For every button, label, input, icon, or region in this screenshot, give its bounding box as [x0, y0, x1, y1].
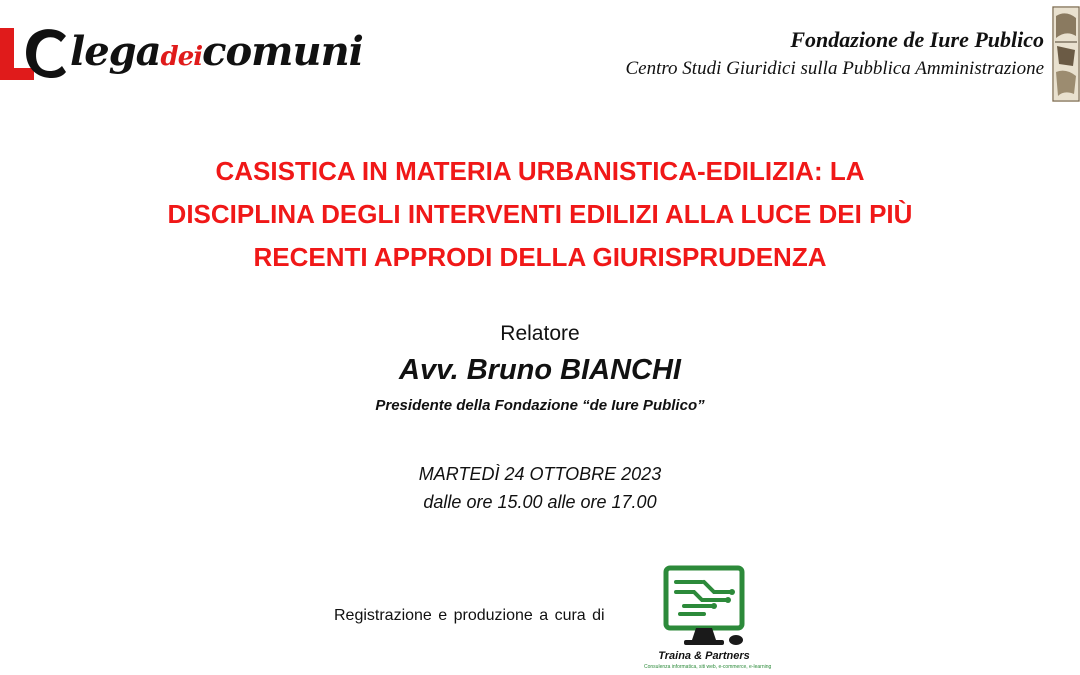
speaker-name: Avv. Bruno BIANCHI [399, 354, 681, 386]
event-title-line-1: CASISTICA IN MATERIA URBANISTICA-EDILIZIA: LA [215, 156, 865, 186]
partner-name: Traina & Partners [658, 650, 750, 662]
lega-dei-comuni-logo [0, 18, 363, 90]
event-date: MARTEDÌ 24 OTTOBRE 2023 [418, 464, 662, 484]
computer-circuit-icon [644, 562, 764, 650]
speaker-label: Relatore [500, 322, 580, 345]
event-time: dalle ore 15.00 alle ore 17.00 [423, 492, 657, 512]
event-title-line-3: RECENTI APPRODI DELLA GIURISPRUDENZA [253, 242, 827, 272]
engraving-icon [1052, 6, 1080, 102]
partner-tagline: Consulenza informatica, siti web, e-commerce, e-learning [644, 664, 772, 670]
foundation-subtitle: Centro Studi Giuridici sulla Pubblica Amministrazione [625, 58, 1044, 79]
lc-monogram-icon [0, 24, 68, 84]
speaker-role: Presidente della Fondazione “de Iure Publico” [375, 397, 705, 414]
foundation-header [625, 26, 1044, 84]
foundation-title: Fondazione de Iure Publico [790, 27, 1044, 52]
event-title-line-2: DISCIPLINA DEGLI INTERVENTI EDILIZI ALLA LUCE DEI PIÙ [167, 199, 913, 229]
lega-dei-comuni-wordmark [70, 28, 363, 75]
wordmark-comuni: comuni [202, 28, 363, 75]
partner-logo [644, 562, 772, 672]
wordmark-dei: dei [160, 42, 203, 72]
production-credit: Registrazione e produzione a cura di [334, 607, 605, 624]
event-title [90, 150, 990, 279]
wordmark-lega: lega [70, 28, 161, 75]
